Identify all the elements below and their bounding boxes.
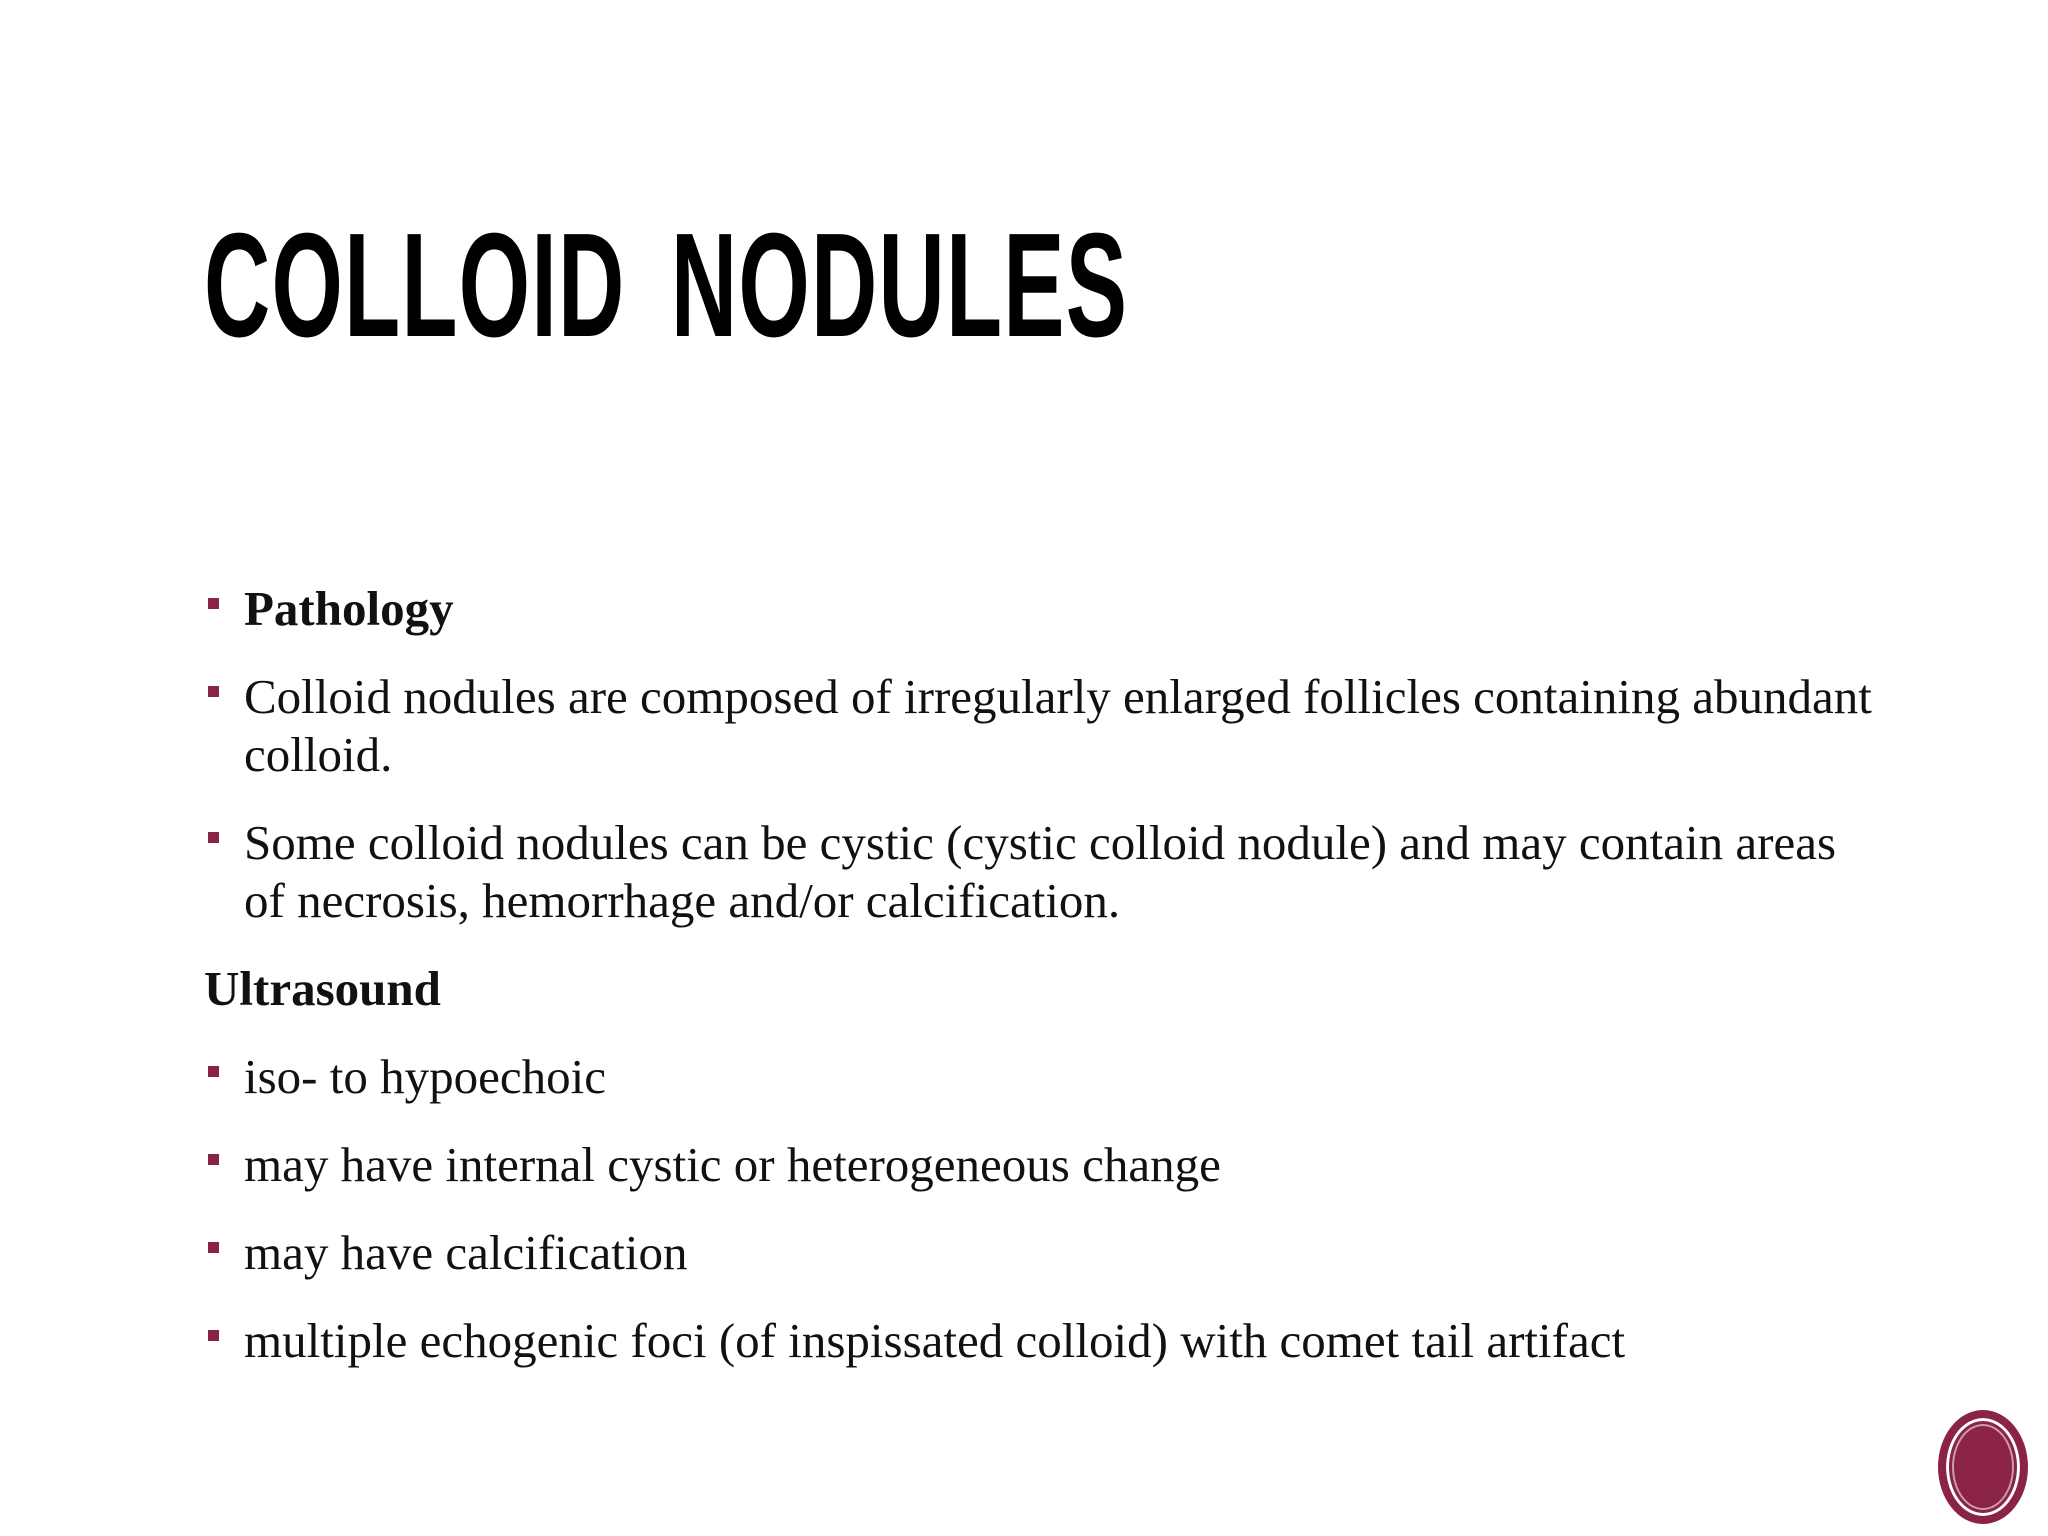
ultrasound-item-text: may have calcification (244, 1225, 688, 1280)
seal-ring (1952, 1424, 2014, 1510)
ultrasound-item-text: may have internal cystic or heterogeneous change (244, 1137, 1221, 1192)
square-bullet-icon (208, 1154, 219, 1165)
slide-seal-icon (1944, 1416, 2022, 1518)
square-bullet-icon (208, 1242, 219, 1253)
square-bullet-icon (208, 598, 219, 609)
ultrasound-item-text: iso- to hypoechoic (244, 1049, 606, 1104)
bullet-item-pathology-2 (204, 814, 1884, 930)
square-bullet-icon (208, 1066, 219, 1077)
bullet-item-ultrasound-3 (204, 1224, 1884, 1282)
bullet-item-pathology-heading (204, 580, 1884, 638)
slide-title: COLLOID NODULES (204, 203, 1129, 368)
pathology-heading: Pathology (244, 581, 454, 636)
bullet-item-ultrasound-1 (204, 1048, 1884, 1106)
bullet-item-pathology-1 (204, 668, 1884, 784)
bullet-item-ultrasound-4 (204, 1312, 1884, 1370)
slide-body (204, 580, 1884, 1400)
square-bullet-icon (208, 832, 219, 843)
pathology-item-text: Some colloid nodules can be cystic (cystic colloid nodule) and may contain areas of necrosis, hemorrhage and/or calcification. (244, 815, 1837, 928)
square-bullet-icon (208, 686, 219, 697)
ultrasound-item-text: multiple echogenic foci (of inspissated colloid) with comet tail artifact (244, 1313, 1626, 1368)
pathology-item-text: Colloid nodules are composed of irregularly enlarged follicles containing abundant colloid. (244, 669, 1872, 782)
bullet-item-ultrasound-2 (204, 1136, 1884, 1194)
ultrasound-heading: Ultrasound (204, 961, 441, 1016)
square-bullet-icon (208, 1330, 219, 1341)
